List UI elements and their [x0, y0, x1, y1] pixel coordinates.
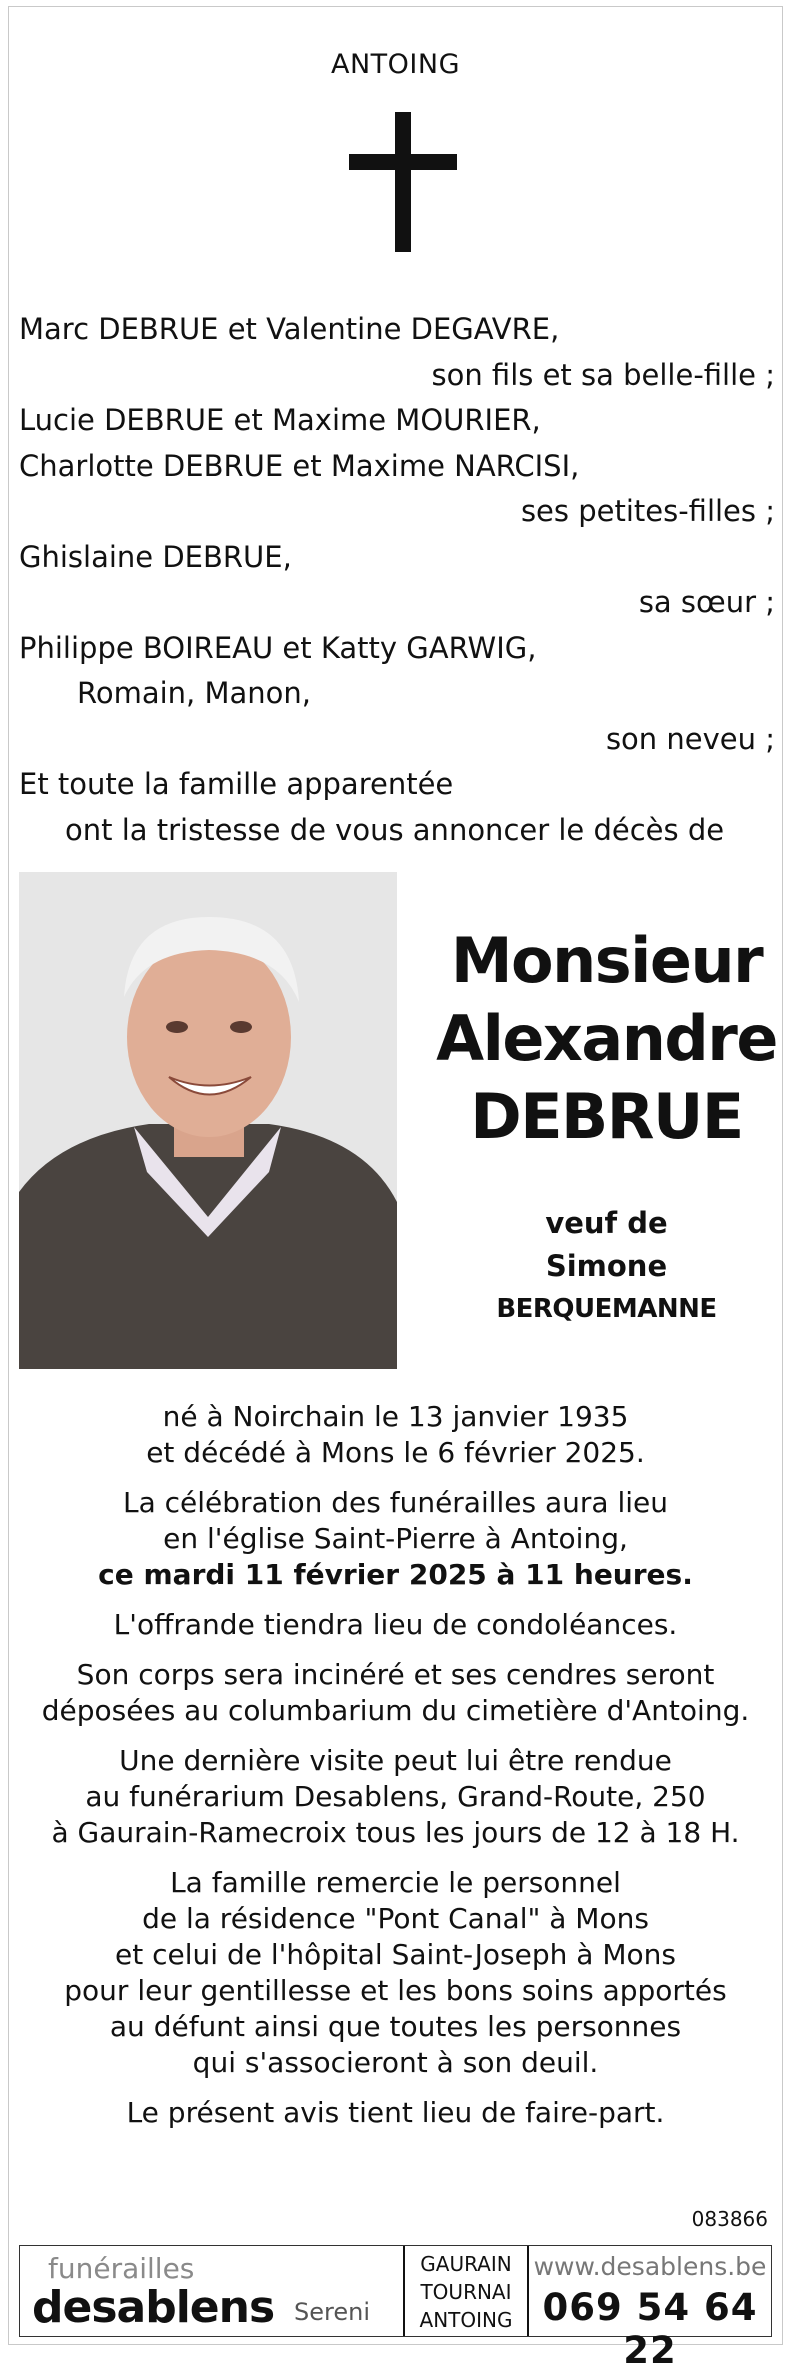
towns-list [403, 2246, 529, 2336]
dates-paragraph [9, 1399, 782, 1471]
thanks-line: et celui de l'hôpital Saint-Joseph à Mons [115, 1938, 676, 1971]
brand-logo [20, 2246, 398, 2336]
funeral-line: La célébration des funérailles aura lieu [122, 1486, 669, 1519]
funeral-date: ce mardi 11 février 2025 à 11 heures. [98, 1558, 693, 1591]
funeral-line: en l'église Saint-Pierre à Antoing, [163, 1522, 628, 1555]
thanks-line: pour leur gentillesse et les bons soins apportés [64, 1974, 727, 2007]
brand-sub: Sereni [294, 2298, 370, 2326]
spouse-first-name: Simone [545, 1249, 668, 1283]
website-link[interactable]: www.desablens.be [533, 2252, 767, 2281]
visit-line: à Gaurain-Ramecroix tous les jours de 12 à 18 H. [51, 1816, 740, 1849]
spouse-block [429, 1202, 784, 1331]
widow-label: veuf de [545, 1206, 668, 1240]
cremation-line: Son corps sera incinéré et ses cendres seront [76, 1658, 715, 1691]
cremation-paragraph [9, 1657, 782, 1729]
deceased-title: Monsieur [450, 924, 763, 997]
family-line: Romain, Manon, [77, 676, 311, 710]
thanks-line: qui s'associeront à son deuil. [192, 2046, 599, 2079]
family-line: Et toute la famille apparentée [19, 767, 454, 801]
thanks-line: au défunt ainsi que toutes les personnes [109, 2010, 682, 2043]
cross-icon [349, 112, 457, 252]
town-item: TOURNAI [420, 2280, 512, 2304]
town-item: ANTOING [419, 2308, 513, 2332]
offering-paragraph: L'offrande tiendra lieu de condoléances. [113, 1608, 678, 1641]
thanks-paragraph [9, 1865, 782, 2081]
brand-main: desablens [32, 2282, 275, 2333]
family-line: ont la tristesse de vous annoncer le décès de [65, 812, 725, 847]
brand-top: funérailles [48, 2252, 195, 2285]
family-line: Lucie DEBRUE et Maxime MOURIER, [19, 403, 541, 437]
deceased-last-name: DEBRUE [470, 1080, 743, 1153]
town-item: GAURAIN [420, 2252, 512, 2276]
family-line: Ghislaine DEBRUE, [19, 539, 292, 574]
birth-line: né à Noirchain le 13 janvier 1935 [162, 1400, 629, 1433]
funeral-home-banner [19, 2245, 772, 2372]
notice-details [9, 1399, 782, 2145]
reference-number: 083866 [691, 2207, 768, 2231]
family-line: Charlotte DEBRUE et Maxime NARCISI, [19, 448, 580, 483]
family-line: ses petites-filles ; [520, 494, 775, 528]
visit-line: au funérarium Desablens, Grand-Route, 250 [85, 1780, 706, 1813]
funeral-paragraph [9, 1485, 782, 1593]
family-line: sa sœur ; [638, 585, 775, 619]
thanks-line: de la résidence "Pont Canal" à Mons [142, 1902, 649, 1935]
thanks-line: La famille remercie le personnel [170, 1866, 621, 1899]
contact-block [529, 2246, 771, 2372]
deceased-first-name: Alexandre [436, 1002, 777, 1075]
obituary-notice [8, 6, 783, 2372]
town-header: ANTOING [331, 49, 460, 80]
portrait-photo [19, 872, 397, 1369]
death-line: et décédé à Mons le 6 février 2025. [146, 1436, 645, 1469]
visit-paragraph [9, 1743, 782, 1851]
visit-line: Une dernière visite peut lui être rendue [119, 1744, 672, 1777]
spouse-last-name: BERQUEMANNE [496, 1294, 717, 1324]
phone-number: 069 54 64 22 [542, 2286, 758, 2372]
family-line: son fils et sa belle-fille ; [431, 357, 775, 392]
family-line: Marc DEBRUE et Valentine DEGAVRE, [19, 312, 560, 346]
cremation-line: déposées au columbarium du cimetière d'Antoing. [41, 1694, 750, 1727]
family-line: Philippe BOIREAU et Katty GARWIG, [19, 630, 537, 665]
notice-line: Le présent avis tient lieu de faire-part. [126, 2096, 665, 2129]
family-line: son neveu ; [605, 721, 775, 756]
family-list [19, 307, 775, 853]
deceased-name [429, 922, 784, 1156]
